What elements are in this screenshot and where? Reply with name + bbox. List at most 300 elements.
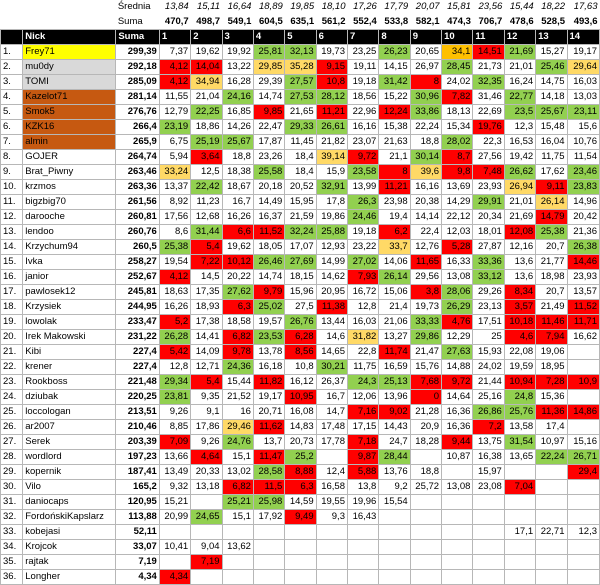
score-cell: 21,28	[410, 404, 441, 419]
score-cell	[473, 494, 504, 509]
score-cell: 18,38	[222, 164, 253, 179]
score-cell: 17,35	[191, 284, 222, 299]
score-cell: 26,94	[504, 179, 535, 194]
round-sum: 498,7	[191, 15, 222, 30]
score-cell: 15,44	[222, 374, 253, 389]
score-cell: 6,3	[285, 479, 316, 494]
score-cell: 22,69	[473, 104, 504, 119]
table-row	[1, 554, 600, 569]
total-cell: 165,2	[116, 479, 160, 494]
score-cell	[504, 464, 535, 479]
score-cell: 11,36	[536, 404, 567, 419]
score-cell: 19,11	[347, 59, 378, 74]
rank-cell: 8.	[1, 149, 23, 164]
table-row	[1, 134, 600, 149]
score-cell: 16	[222, 404, 253, 419]
total-cell: 210,46	[116, 419, 160, 434]
nick-cell: krener	[23, 359, 116, 374]
score-cell: 18,05	[253, 239, 284, 254]
score-cell: 13,58	[504, 419, 535, 434]
score-cell: 11,74	[379, 344, 410, 359]
score-cell: 19,4	[379, 209, 410, 224]
score-cell: 21,73	[473, 59, 504, 74]
nick-cell: Kazelot71	[23, 89, 116, 104]
score-cell: 23,11	[567, 104, 600, 119]
round-sum: 493,6	[567, 15, 600, 30]
score-cell: 23,08	[473, 479, 504, 494]
score-cell: 18,56	[347, 89, 378, 104]
round-header: 14	[567, 29, 600, 44]
score-cell: 21,47	[410, 344, 441, 359]
rank-cell: 10.	[1, 179, 23, 194]
total-cell: 265,9	[116, 134, 160, 149]
rank-cell: 21.	[1, 344, 23, 359]
score-cell	[379, 524, 410, 539]
round-header: 6	[316, 29, 347, 44]
score-cell: 15,95	[285, 194, 316, 209]
score-cell: 4,76	[442, 314, 473, 329]
table-row	[1, 524, 600, 539]
score-cell: 14,14	[410, 209, 441, 224]
score-cell: 4,12	[159, 59, 190, 74]
total-cell: 281,14	[116, 89, 160, 104]
table-row	[1, 74, 600, 89]
nick-cell: almin	[23, 134, 116, 149]
score-cell: 8,88	[285, 464, 316, 479]
table-row	[1, 299, 600, 314]
score-cell: 18,67	[222, 179, 253, 194]
score-cell: 14,46	[567, 254, 600, 269]
score-cell: 14,29	[442, 194, 473, 209]
score-cell	[159, 554, 190, 569]
score-cell: 23,46	[567, 164, 600, 179]
score-cell: 22,25	[191, 104, 222, 119]
score-cell: 20,95	[316, 284, 347, 299]
table-row	[1, 389, 600, 404]
score-cell: 18,4	[285, 149, 316, 164]
score-cell: 14,74	[253, 89, 284, 104]
table-row	[1, 374, 600, 389]
nick-cell: janior	[23, 269, 116, 284]
score-cell: 16,24	[504, 74, 535, 89]
table-row	[1, 89, 600, 104]
score-cell: 21,36	[567, 224, 600, 239]
score-cell: 25	[473, 329, 504, 344]
score-cell: 14,04	[191, 59, 222, 74]
score-cell	[410, 524, 441, 539]
round-sum: 528,5	[536, 15, 567, 30]
score-cell: 23,26	[253, 149, 284, 164]
round-sum: 582,1	[410, 15, 441, 30]
score-cell: 21,04	[191, 89, 222, 104]
sum-label: Suma	[116, 15, 160, 30]
score-cell: 16,36	[442, 419, 473, 434]
score-cell	[410, 539, 441, 554]
score-cell: 23,81	[159, 389, 190, 404]
score-cell: 17,07	[285, 239, 316, 254]
total-cell: 285,09	[116, 74, 160, 89]
score-cell: 10,18	[504, 314, 535, 329]
score-cell: 6,82	[222, 329, 253, 344]
score-cell: 14,26	[222, 119, 253, 134]
score-cell: 19,73	[410, 299, 441, 314]
score-cell: 23,83	[567, 179, 600, 194]
round-header: 9	[410, 29, 441, 44]
score-cell	[285, 569, 316, 584]
score-cell: 7,94	[536, 329, 567, 344]
score-cell: 18,95	[536, 359, 567, 374]
score-cell: 29,34	[159, 374, 190, 389]
score-cell: 23,5	[504, 104, 535, 119]
rank-cell: 6.	[1, 119, 23, 134]
score-cell	[442, 569, 473, 584]
score-cell: 20,7	[536, 284, 567, 299]
score-cell: 5,88	[347, 464, 378, 479]
score-cell: 12,08	[504, 224, 535, 239]
table-row	[1, 449, 600, 464]
score-cell: 26,38	[567, 239, 600, 254]
table-row	[1, 119, 600, 134]
nick-cell: dziubak	[23, 389, 116, 404]
score-cell: 19,57	[253, 314, 284, 329]
score-cell: 9,49	[285, 509, 316, 524]
score-cell: 21,59	[285, 209, 316, 224]
score-cell: 16,03	[567, 74, 600, 89]
score-cell: 5,94	[159, 149, 190, 164]
score-cell: 27,53	[285, 89, 316, 104]
score-cell: 15,9	[316, 164, 347, 179]
rank-cell: 25.	[1, 404, 23, 419]
score-cell: 19,59	[504, 359, 535, 374]
round-sum: 561,2	[316, 15, 347, 30]
score-cell	[504, 539, 535, 554]
rank-cell: 33.	[1, 524, 23, 539]
round-average: 18,89	[253, 0, 284, 15]
score-cell: 15,76	[410, 359, 441, 374]
total-cell: 263,36	[116, 179, 160, 194]
rank-cell: 16.	[1, 269, 23, 284]
score-cell: 14,74	[253, 269, 284, 284]
round-sum: 552,4	[347, 15, 378, 30]
round-header: 5	[285, 29, 316, 44]
score-cell: 18,93	[191, 299, 222, 314]
score-cell: 19,17	[253, 389, 284, 404]
score-cell: 28,06	[442, 284, 473, 299]
score-cell: 7,22	[191, 254, 222, 269]
round-average: 18,10	[316, 0, 347, 15]
score-cell: 14,5	[191, 269, 222, 284]
nick-cell: TOMI	[23, 74, 116, 89]
score-cell: 11,5	[253, 479, 284, 494]
score-cell: 9,78	[222, 344, 253, 359]
score-cell: 21,77	[536, 254, 567, 269]
score-cell: 12,16	[504, 239, 535, 254]
score-cell	[473, 524, 504, 539]
score-cell: 27,87	[473, 239, 504, 254]
score-cell: 16,12	[285, 374, 316, 389]
score-cell: 26,28	[159, 329, 190, 344]
score-cell	[536, 569, 567, 584]
score-cell: 16,36	[442, 404, 473, 419]
score-cell	[410, 449, 441, 464]
score-cell: 20,52	[285, 179, 316, 194]
score-cell: 23,53	[253, 329, 284, 344]
score-cell	[379, 569, 410, 584]
score-cell: 33,24	[159, 164, 190, 179]
rank-cell: 34.	[1, 539, 23, 554]
score-cell	[473, 569, 504, 584]
score-cell	[347, 524, 378, 539]
score-cell: 33,33	[410, 314, 441, 329]
score-cell: 19,92	[222, 44, 253, 59]
score-cell: 20,9	[410, 419, 441, 434]
score-cell: 29,39	[253, 74, 284, 89]
score-cell: 3,64	[191, 149, 222, 164]
nick-cell: Kibi	[23, 344, 116, 359]
score-cell: 11,54	[567, 149, 600, 164]
score-cell: 22,12	[442, 209, 473, 224]
score-cell: 25,13	[379, 374, 410, 389]
score-cell: 33,7	[379, 239, 410, 254]
score-cell	[379, 509, 410, 524]
score-cell: 22,71	[536, 524, 567, 539]
score-cell: 7,93	[347, 269, 378, 284]
spacer-cell	[1, 0, 23, 15]
rank-cell: 5.	[1, 104, 23, 119]
rank-cell: 7.	[1, 134, 23, 149]
score-cell	[253, 524, 284, 539]
rank-cell: 4.	[1, 89, 23, 104]
score-cell: 7,82	[442, 89, 473, 104]
score-cell: 16,72	[347, 284, 378, 299]
score-cell: 14,41	[191, 329, 222, 344]
score-cell: 3,8	[410, 284, 441, 299]
score-cell: 10,76	[567, 134, 600, 149]
score-cell: 22,3	[473, 134, 504, 149]
score-cell	[316, 449, 347, 464]
score-cell: 11,75	[536, 149, 567, 164]
score-cell: 29,86	[410, 329, 441, 344]
score-cell: 24,02	[442, 74, 473, 89]
total-cell: 292,18	[116, 59, 160, 74]
nick-header: Nick	[23, 29, 116, 44]
score-cell: 14,59	[285, 494, 316, 509]
table-row	[1, 464, 600, 479]
score-cell: 29,26	[473, 284, 504, 299]
score-cell	[347, 569, 378, 584]
score-cell: 31,82	[347, 329, 378, 344]
score-cell: 25,81	[253, 44, 284, 59]
nick-cell: Krzysiek	[23, 299, 116, 314]
total-cell: 299,39	[116, 44, 160, 59]
total-cell: 233,47	[116, 314, 160, 329]
nick-cell: Rookboss	[23, 374, 116, 389]
score-cell: 9,26	[159, 404, 190, 419]
score-cell: 12,06	[347, 389, 378, 404]
score-cell: 9,32	[159, 479, 190, 494]
score-cell: 14,86	[567, 404, 600, 419]
round-header: 12	[504, 29, 535, 44]
score-cell	[285, 539, 316, 554]
total-cell: 221,48	[116, 374, 160, 389]
score-cell: 6,2	[379, 224, 410, 239]
suma-header: Suma	[116, 29, 160, 44]
score-cell: 25,72	[410, 479, 441, 494]
score-cell: 23,93	[473, 179, 504, 194]
score-cell: 13,22	[222, 59, 253, 74]
score-cell: 23,19	[159, 119, 190, 134]
score-cell: 24,16	[222, 89, 253, 104]
nick-cell: rajtak	[23, 554, 116, 569]
score-cell	[316, 539, 347, 554]
score-cell: 34,94	[191, 74, 222, 89]
score-cell: 15,48	[536, 119, 567, 134]
score-cell: 6,75	[159, 134, 190, 149]
score-cell: 11,45	[285, 134, 316, 149]
score-cell: 18,01	[473, 224, 504, 239]
score-cell: 4,64	[191, 449, 222, 464]
score-cell	[504, 509, 535, 524]
score-cell: 16,16	[347, 119, 378, 134]
score-cell: 13,03	[567, 89, 600, 104]
score-cell: 32,24	[285, 224, 316, 239]
round-sum: 478,6	[504, 15, 535, 30]
score-cell: 13,65	[504, 449, 535, 464]
score-cell: 8	[379, 164, 410, 179]
round-header: 8	[379, 29, 410, 44]
score-cell	[410, 554, 441, 569]
score-cell: 25,98	[253, 494, 284, 509]
score-cell: 14,06	[379, 254, 410, 269]
score-cell: 20,22	[222, 269, 253, 284]
total-cell: 260,5	[116, 239, 160, 254]
score-cell: 28,44	[379, 449, 410, 464]
score-cell: 26,62	[504, 164, 535, 179]
score-cell: 18,8	[410, 134, 441, 149]
score-cell: 16,26	[222, 209, 253, 224]
score-cell: 31,44	[191, 224, 222, 239]
score-cell: 16,62	[567, 329, 600, 344]
rank-cell: 9.	[1, 164, 23, 179]
score-cell: 12,3	[567, 524, 600, 539]
score-cell: 20,18	[253, 179, 284, 194]
score-cell	[253, 554, 284, 569]
score-cell: 19,17	[567, 44, 600, 59]
rank-cell: 12.	[1, 209, 23, 224]
score-cell: 10,8	[316, 74, 347, 89]
score-cell: 16,7	[222, 194, 253, 209]
total-cell: 260,81	[116, 209, 160, 224]
score-cell: 6,3	[222, 299, 253, 314]
nick-cell: daniocaps	[23, 494, 116, 509]
round-header: 1	[159, 29, 190, 44]
total-cell: 113,88	[116, 509, 160, 524]
score-cell	[567, 569, 600, 584]
score-cell	[410, 509, 441, 524]
score-cell: 26,14	[536, 194, 567, 209]
score-cell	[191, 494, 222, 509]
spacer-cell	[1, 15, 23, 30]
table-row	[1, 44, 600, 59]
score-cell	[442, 524, 473, 539]
score-cell: 29,64	[567, 59, 600, 74]
score-cell: 16,38	[473, 449, 504, 464]
score-cell: 13,78	[253, 344, 284, 359]
nick-cell: lendoo	[23, 224, 116, 239]
score-cell: 21,1	[379, 149, 410, 164]
score-cell	[316, 524, 347, 539]
score-cell: 14,09	[191, 344, 222, 359]
score-cell: 22,24	[410, 119, 441, 134]
score-cell: 22,8	[347, 344, 378, 359]
score-cell: 21,06	[379, 314, 410, 329]
nick-cell: bigzbig70	[23, 194, 116, 209]
score-cell: 10,97	[536, 434, 567, 449]
score-cell: 12,68	[191, 209, 222, 224]
table-row	[1, 164, 600, 179]
score-cell: 24,7	[379, 434, 410, 449]
score-cell: 29,46	[222, 419, 253, 434]
rank-cell: 20.	[1, 329, 23, 344]
score-cell	[253, 569, 284, 584]
nick-cell: Longher	[23, 569, 116, 584]
score-cell: 16,03	[347, 314, 378, 329]
score-cell: 22,24	[536, 449, 567, 464]
round-sum: 706,7	[473, 15, 504, 30]
score-cell: 13,44	[316, 314, 347, 329]
score-cell: 26,86	[473, 404, 504, 419]
score-cell: 6,6	[222, 224, 253, 239]
score-cell: 17,92	[253, 509, 284, 524]
score-cell	[316, 554, 347, 569]
score-cell	[285, 524, 316, 539]
score-cell: 8,85	[159, 419, 190, 434]
score-cell	[504, 554, 535, 569]
nick-cell: krzmos	[23, 179, 116, 194]
score-cell: 7,28	[536, 374, 567, 389]
score-cell: 16,04	[536, 134, 567, 149]
score-cell	[410, 569, 441, 584]
score-cell: 25,58	[253, 164, 284, 179]
nick-cell: Frey71	[23, 44, 116, 59]
score-cell: 18,63	[159, 284, 190, 299]
score-cell: 17,38	[191, 314, 222, 329]
rank-cell: 28.	[1, 449, 23, 464]
score-cell: 21,44	[473, 374, 504, 389]
score-cell: 27,62	[222, 284, 253, 299]
score-cell: 25,67	[536, 104, 567, 119]
score-cell: 20,73	[285, 434, 316, 449]
score-cell: 9,11	[536, 179, 567, 194]
nick-cell: ar2007	[23, 419, 116, 434]
table-row	[1, 329, 600, 344]
score-cell: 24,65	[191, 509, 222, 524]
score-cell: 9,8	[442, 164, 473, 179]
rank-cell: 35.	[1, 554, 23, 569]
round-average: 17,26	[347, 0, 378, 15]
score-cell	[442, 509, 473, 524]
score-cell: 26,71	[567, 449, 600, 464]
score-cell: 11,21	[379, 179, 410, 194]
round-header: 10	[442, 29, 473, 44]
score-cell: 29,85	[253, 59, 284, 74]
score-cell: 14,51	[473, 44, 504, 59]
score-cell: 27,56	[473, 149, 504, 164]
nick-cell: Krojcok	[23, 539, 116, 554]
score-cell: 24,46	[347, 209, 378, 224]
score-cell: 22,4	[410, 224, 441, 239]
total-cell: 263,46	[116, 164, 160, 179]
